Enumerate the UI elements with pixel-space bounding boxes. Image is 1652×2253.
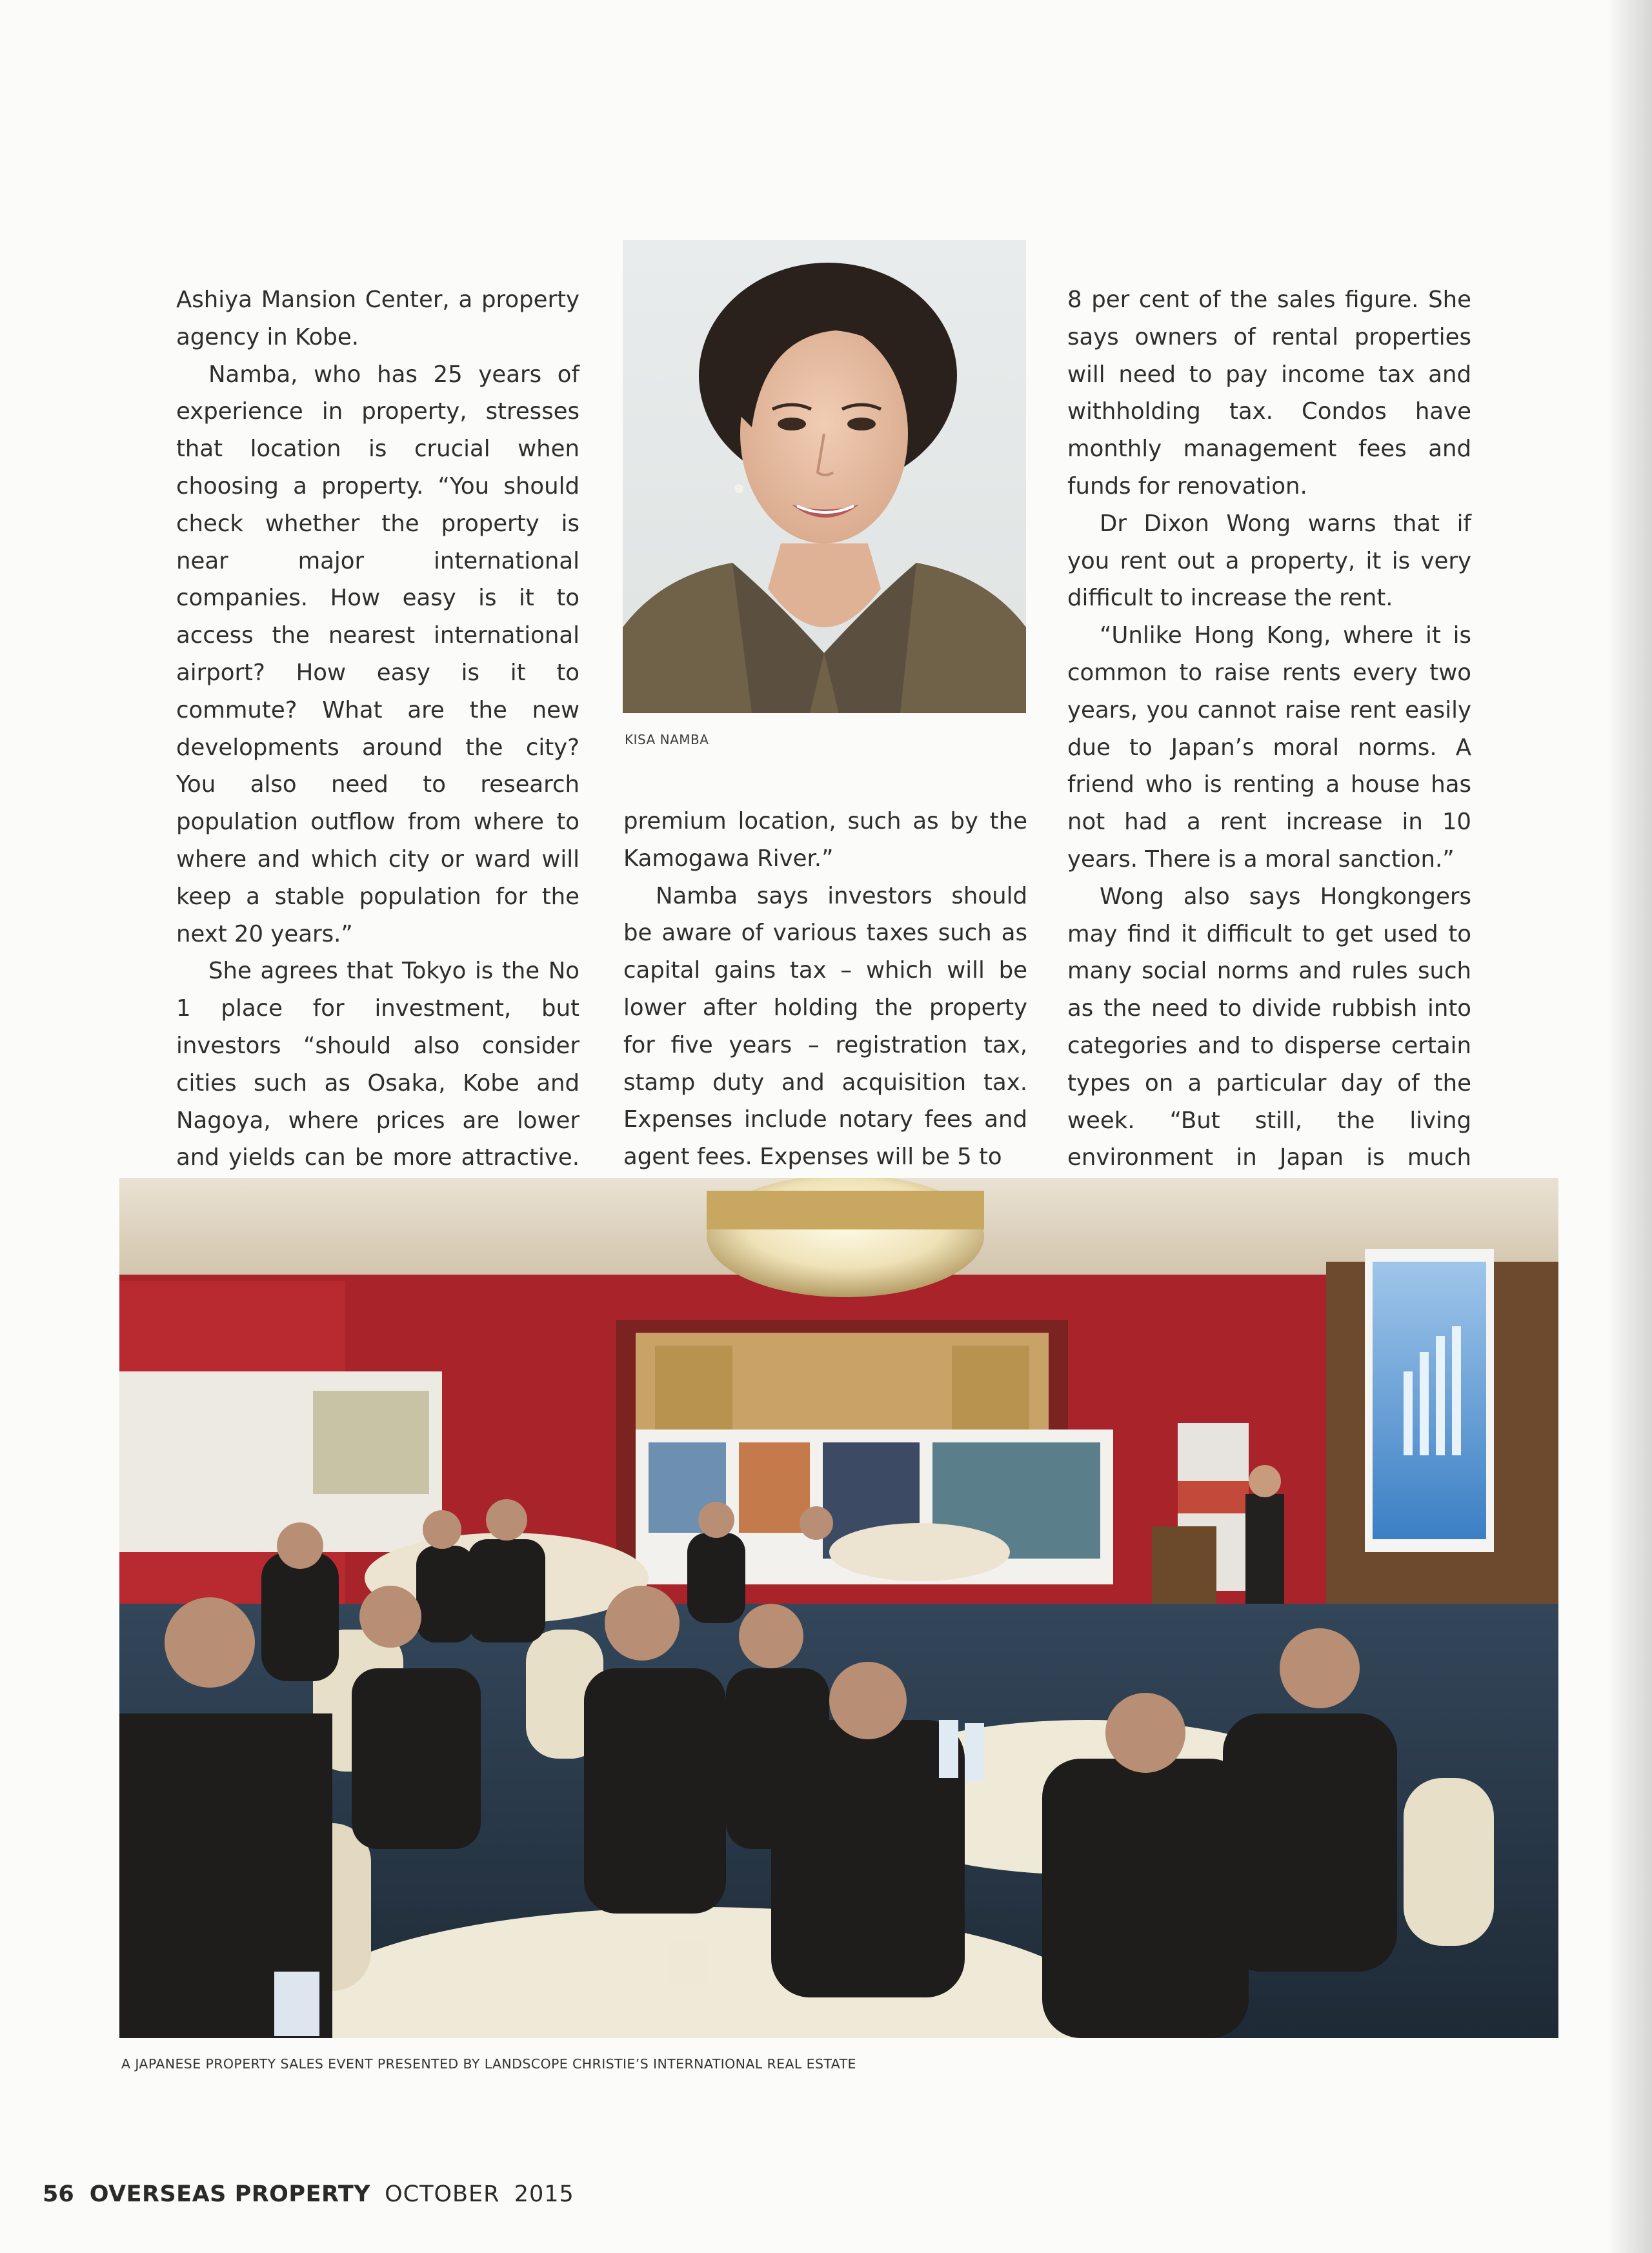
article-column-3	[1067, 281, 1471, 1251]
page-edge-shadow	[1607, 0, 1652, 2253]
paragraph: Namba says investors should be aware of various taxes such as capital gains tax – which will be lower after holding the property for five years – registration tax, stamp duty and acquisition tax. Expenses include notary fees and agent fees. Expenses will be 5 to	[623, 882, 1027, 1171]
paragraph: Ashiya Mansion Center, a property agency in Kobe.	[176, 287, 579, 350]
paragraph: Wong also says Hongkongers may find it difficult to get used to many social norms and rules such as the need to divide rubbish into categories and to disperse certain types on a particular day of the week. “But still, the living environment in Japan is much	[1067, 883, 1471, 1171]
article-column-1	[176, 281, 579, 1326]
article-column-2	[623, 803, 1027, 1176]
event-photo-caption: A JAPANESE PROPERTY SALES EVENT PRESENTED BY LANDSCOPE CHRISTIE’S INTERNATIONAL REAL ESTATE	[121, 2056, 856, 2072]
paragraph: She agrees that Tokyo is the No 1 place for investment, but investors “should also consider cities such as Osaka, Kobe and Nagoya, where prices are lower and yields can be more attractive.	[176, 958, 579, 1171]
page-footer	[43, 2181, 574, 2207]
page-number: 56	[43, 2181, 74, 2207]
paragraph: “Unlike Hong Kong, where it is common to raise rents every two years, you cannot raise rent easily due to Japan’s moral norms. A friend who is renting a house has not had a rent increase in 10 years. There is a moral sanction.”	[1067, 622, 1471, 873]
portrait-photo-kisa-namba	[623, 240, 1026, 713]
issue-month: OCTOBER	[385, 2181, 500, 2207]
magazine-name: OVERSEAS PROPERTY	[89, 2181, 371, 2207]
paragraph: premium location, such as by the Kamogawa River.”	[623, 808, 1027, 872]
paragraph: 8 per cent of the sales figure. She says owners of rental properties will need to pay income tax and withholding tax. Condos have monthly management fees and funds for renovation.	[1067, 287, 1471, 500]
portrait-caption: KISA NAMBA	[625, 732, 709, 747]
paragraph: Namba, who has 25 years of experience in property, stresses that location is crucial when choosing a property. “You should check whether the property is near major international companies. How easy is it to access the nearest international airport? How easy is it to commute? What are the new developments around the city? You also need to research population outflow from where to where and which city or ward will keep a stable population for the next 20 years.”	[176, 361, 579, 947]
paragraph: Dr Dixon Wong warns that if you rent out a property, it is very difficult to increase the rent.	[1067, 510, 1471, 612]
issue-year: 2015	[514, 2181, 574, 2207]
event-photo	[119, 1178, 1558, 2038]
